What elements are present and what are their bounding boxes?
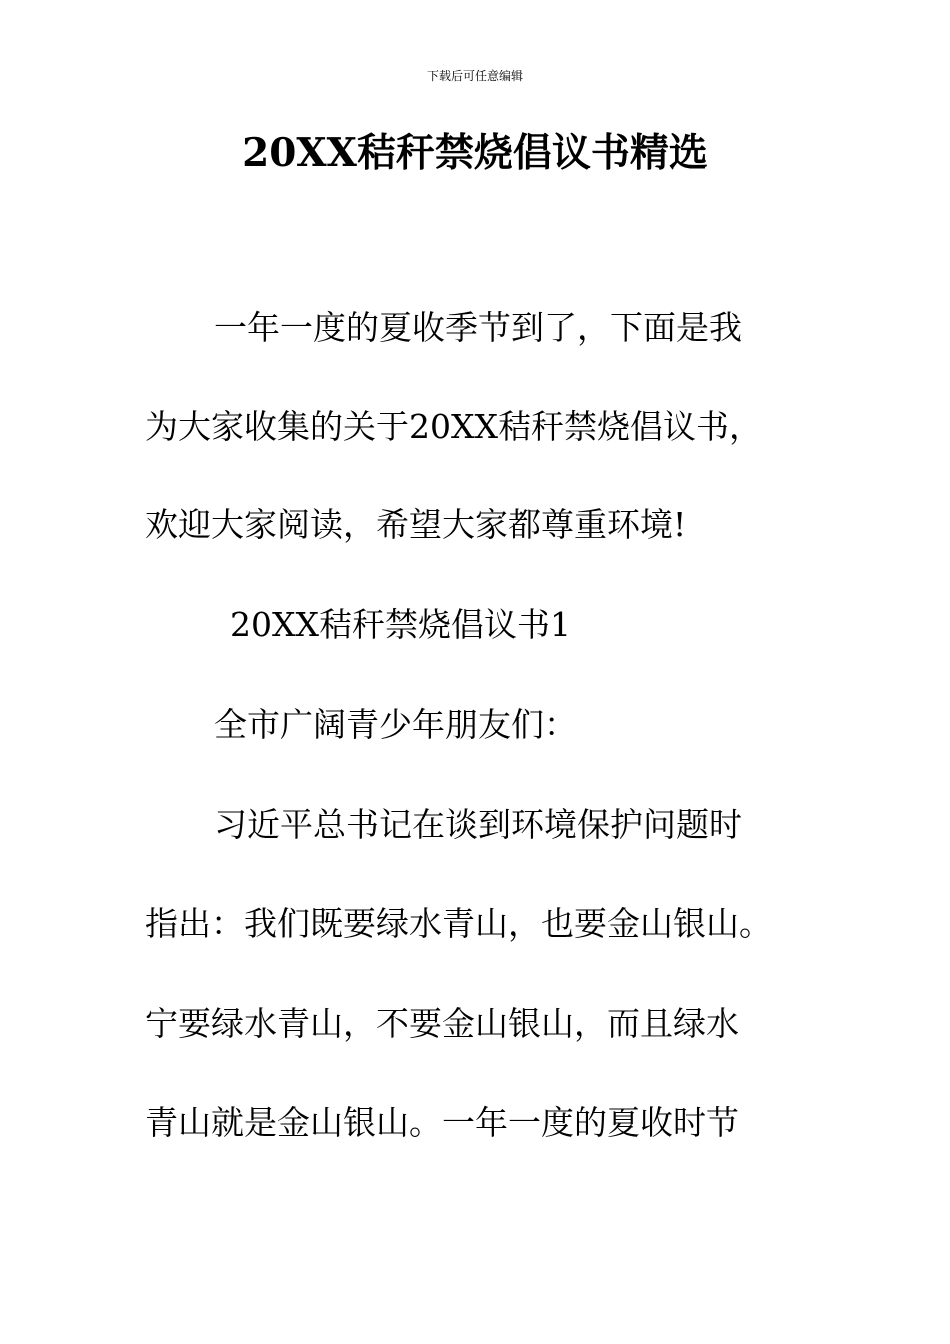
body-line: 青山就是金山银山。一年一度的夏收时节	[145, 1103, 739, 1142]
document-title: 20XX秸秆禁烧倡议书精选	[242, 130, 708, 176]
section-heading: 20XX秸秆禁烧倡议书1	[230, 605, 571, 644]
salutation: 全市广阔青少年朋友们：	[214, 705, 577, 744]
body-line: 一年一度的夏收季节到了，下面是我	[214, 308, 742, 347]
body-line: 指出：我们既要绿水青山，也要金山银山。	[145, 904, 772, 943]
body-line: 欢迎大家阅读，希望大家都尊重环境!	[145, 505, 687, 544]
body-line: 宁要绿水青山，不要金山银山，而且绿水	[145, 1004, 739, 1043]
header-note: 下载后可任意编辑	[426, 69, 523, 83]
body-line: 为大家收集的关于20XX秸秆禁烧倡议书，	[145, 407, 762, 446]
body-line: 习近平总书记在谈到环境保护问题时	[214, 805, 742, 844]
